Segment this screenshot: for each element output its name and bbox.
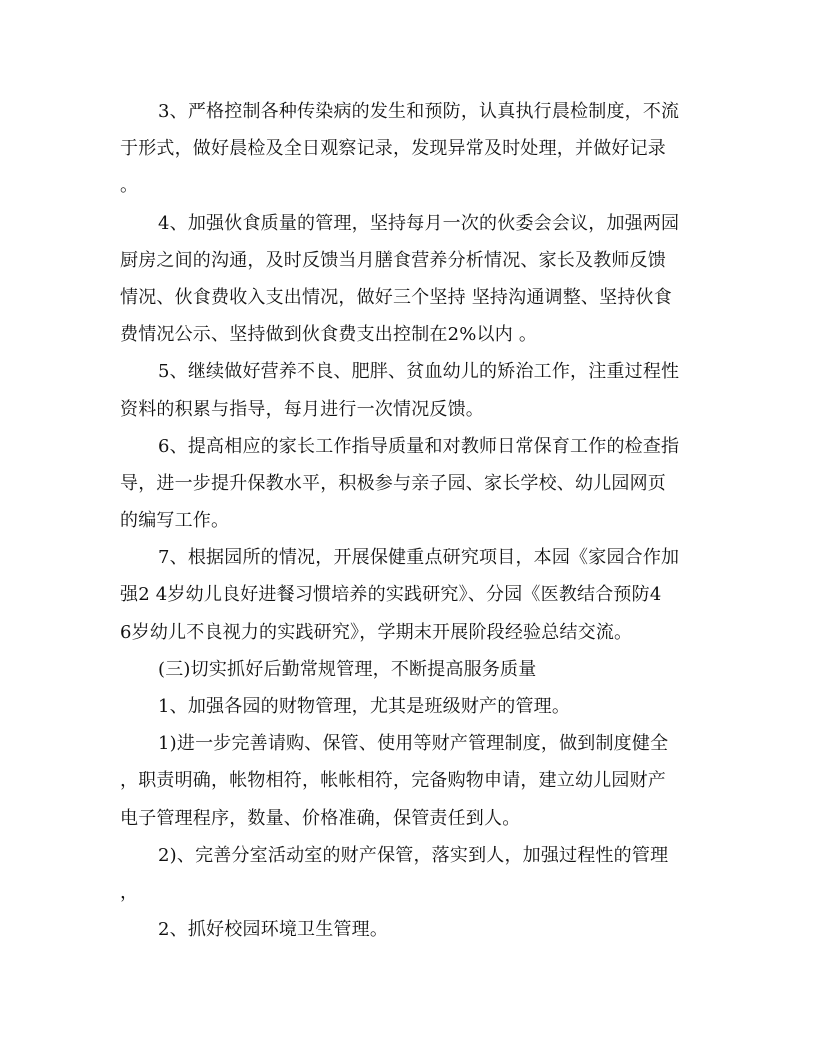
- item-1-line-1: 1、加强各园的财物管理，尤其是班级财产的管理。: [158, 696, 571, 717]
- paragraph-5-line-1: 5、继续做好营养不良、肥胖、贫血幼儿的矫治工作，注重过程性: [158, 361, 680, 383]
- subitem-1-line-1: 1)进一步完善请购、保管、使用等财产管理制度，做到制度健全: [158, 733, 669, 755]
- paragraph-3-line-2: 于形式，做好晨检及全日观察记录，发现异常及时处理，并做好记录: [120, 138, 666, 160]
- paragraph-3-line-1: 3、严格控制各种传染病的发生和预防，认真执行晨检制度，不流: [158, 101, 680, 122]
- section-heading: (三)切实抓好后勤常规管理，不断提高服务质量: [158, 658, 537, 680]
- paragraph-6-line-3: 的编写工作。: [120, 510, 230, 532]
- paragraph-4-line-1: 4、加强伙食质量的管理，坚持每月一次的伙委会会议，加强两园: [158, 212, 680, 234]
- subitem-1-line-3: 电子管理程序，数量、价格准确，保管责任到人。: [120, 807, 521, 829]
- paragraph-4-line-4: 费情况公示、坚持做到伙食费支出控制在2%以内 。: [120, 324, 538, 346]
- paragraph-4-line-2: 厨房之间的沟通，及时反馈当月膳食营养分析情况、家长及教师反馈: [120, 249, 666, 271]
- document-body: [120, 93, 695, 948]
- paragraph-7-line-3: 6岁幼儿不良视力的实践研究》，学期末开展阶段经验总结交流。: [120, 621, 633, 643]
- subitem-2-line-1: 2)、完善分室活动室的财产保管，落实到人，加强过程性的管理: [158, 844, 669, 866]
- item-2-line-1: 2、抓好校园环境卫生管理。: [158, 919, 389, 941]
- subitem-1-line-2: ，职责明确，帐物相符，帐帐相符，完备购物申请，建立幼儿园财产: [120, 770, 666, 792]
- paragraph-6-line-1: 6、提高相应的家长工作指导质量和对教师日常保育工作的检查指: [158, 435, 680, 457]
- paragraph-4-line-3: 情况、伙食费收入支出情况，做好三个坚持 坚持沟通调整、坚持伙食: [120, 286, 672, 308]
- paragraph-6-line-2: 导，进一步提升保教水平，积极参与亲子园、家长学校、幼儿园网页: [120, 472, 666, 494]
- paragraph-7-line-1: 7、根据园所的情况，开展保健重点研究项目，本园《家园合作加: [158, 547, 680, 569]
- paragraph-3-line-3: 。: [120, 175, 139, 197]
- paragraph-7-line-2: 强2 4岁幼儿良好进餐习惯培养的实践研究》、分园《医教结合预防4: [120, 584, 662, 606]
- paragraph-5-line-2: 资料的积累与指导，每月进行一次情况反馈。: [120, 398, 484, 420]
- subitem-2-line-2: ，: [120, 881, 139, 903]
